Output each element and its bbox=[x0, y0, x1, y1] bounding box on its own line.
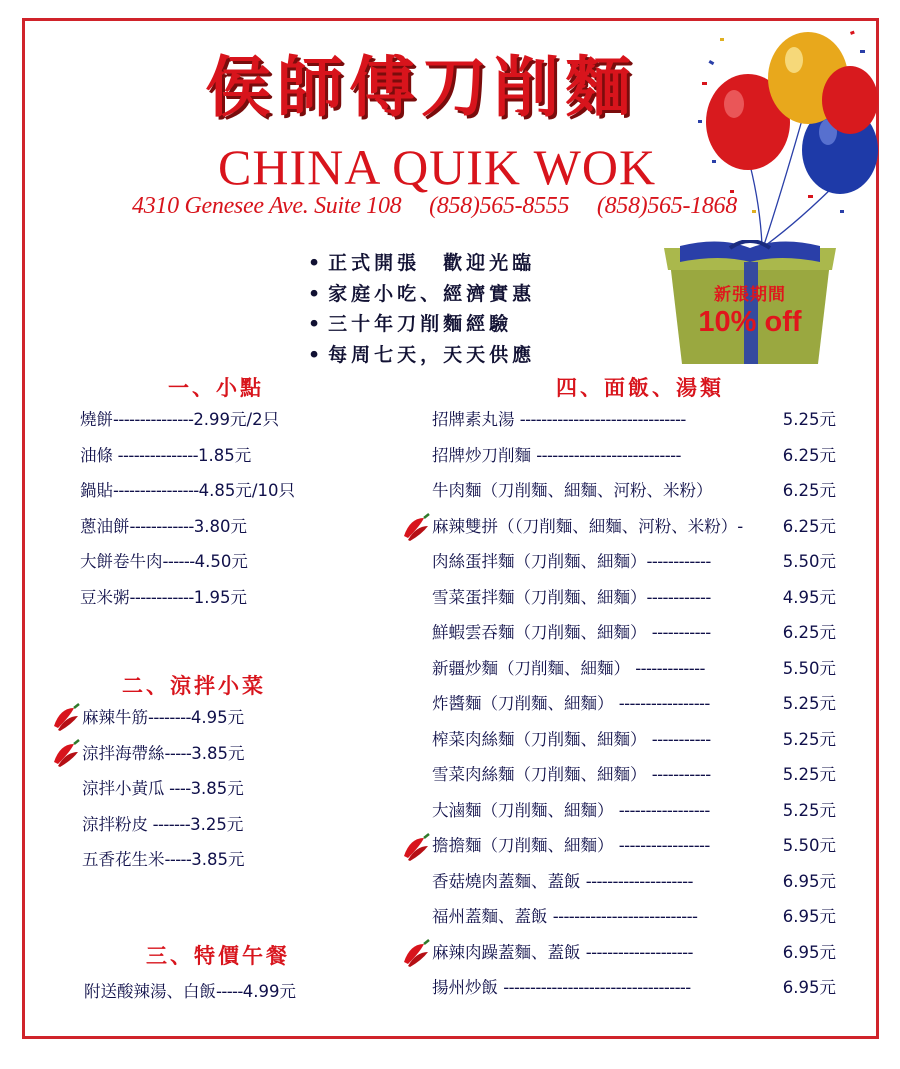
section-heading-lunch-special: 三、特價午餐 bbox=[146, 943, 290, 968]
menu-item bbox=[432, 615, 836, 651]
leader-dots: ----- bbox=[164, 850, 192, 869]
menu-item bbox=[432, 793, 836, 829]
item-name: 油條 bbox=[80, 445, 113, 465]
item-name: 牛肉麵（刀削麵、細麵、河粉、米粉） bbox=[432, 481, 713, 500]
leader-dots: --------------- bbox=[113, 445, 198, 465]
item-price: 6.95元 bbox=[782, 978, 836, 997]
leader-dots: ----------------- bbox=[618, 694, 710, 713]
menu-item bbox=[80, 402, 295, 438]
menu-item bbox=[432, 473, 836, 509]
item-price: 3.25元 bbox=[190, 814, 244, 834]
noodles-list bbox=[432, 402, 836, 1006]
gift-box-illustration bbox=[660, 240, 840, 370]
menu-item bbox=[82, 700, 245, 736]
promo-gift-box bbox=[660, 240, 840, 370]
section-heading-snacks: 一、小點 bbox=[168, 375, 264, 400]
phone-number-2: (858)565-1868 bbox=[596, 193, 737, 219]
item-name: 麻辣雙拼（（刀削麵、細麵、河粉、米粉） bbox=[432, 516, 738, 536]
leader-dots: -------------------- bbox=[585, 942, 693, 962]
menu-item bbox=[82, 842, 245, 878]
item-price: 4.99元 bbox=[242, 982, 297, 1001]
leader-dots: ----- bbox=[164, 743, 192, 763]
item-name: 大滷麵（刀削麵、細麵） bbox=[432, 800, 619, 820]
slogan-line: • 三十年刀削麵經驗 bbox=[308, 309, 535, 340]
item-name: 五香花生米 bbox=[82, 850, 165, 869]
slogan-list bbox=[308, 248, 535, 370]
item-name: 肉絲蛋拌麵（刀削麵、細麵） bbox=[432, 552, 647, 571]
leader-dots: ------------ bbox=[129, 587, 194, 607]
item-price: 5.50元 bbox=[782, 658, 836, 678]
item-name: 雪菜蛋拌麵（刀削麵、細麵） bbox=[432, 587, 647, 607]
menu-item bbox=[432, 757, 836, 793]
leader-dots: ----------- bbox=[651, 623, 711, 642]
item-name: 燒餅 bbox=[80, 410, 113, 429]
item-name: 麻辣牛筋 bbox=[82, 708, 148, 727]
restaurant-english-name: CHINA QUIK WOK bbox=[218, 139, 657, 195]
item-price: 2.99元/2只 bbox=[193, 410, 280, 429]
leader-dots: ----------------- bbox=[618, 800, 710, 820]
item-price: 1.95元 bbox=[193, 587, 247, 607]
item-name: 鮮蝦雲吞麵（刀削麵、細麵） bbox=[432, 623, 652, 642]
menu-item bbox=[80, 544, 295, 580]
item-name: 新疆炒麵（刀削麵、細麵） bbox=[432, 658, 636, 678]
item-price: 5.50元 bbox=[782, 552, 836, 571]
item-price: 6.95元 bbox=[782, 871, 836, 891]
menu-item bbox=[432, 864, 836, 900]
menu-item bbox=[432, 722, 836, 758]
item-name: 揚州炒飯 bbox=[432, 978, 504, 997]
item-price: 4.95元 bbox=[190, 708, 245, 727]
cold-dishes-list bbox=[82, 700, 245, 878]
item-price: 5.25元 bbox=[782, 694, 836, 713]
leader-dots: ---------------- bbox=[113, 481, 199, 500]
menu-item bbox=[80, 438, 295, 474]
item-price: 5.25元 bbox=[782, 410, 836, 429]
item-price: 5.25元 bbox=[782, 800, 836, 820]
item-price: 5.50元 bbox=[782, 836, 836, 855]
item-name: 蔥油餅 bbox=[80, 516, 130, 536]
item-price: 3.85元 bbox=[191, 850, 245, 869]
leader-dots: -------- bbox=[148, 708, 191, 727]
menu-item bbox=[80, 473, 295, 509]
snacks-list bbox=[80, 402, 295, 615]
item-name: 鍋貼 bbox=[80, 481, 113, 500]
item-price: 3.85元 bbox=[190, 779, 244, 798]
menu-item bbox=[432, 544, 836, 580]
menu-item bbox=[80, 509, 295, 545]
item-name: 招牌素丸湯 bbox=[432, 410, 520, 429]
item-price: 4.95元 bbox=[782, 587, 836, 607]
item-name: 大餅卷牛肉 bbox=[80, 552, 163, 571]
menu-item bbox=[432, 402, 836, 438]
leader-dots: --------------- bbox=[113, 410, 194, 429]
menu-item bbox=[432, 828, 836, 864]
leader-dots: ------ bbox=[162, 552, 195, 571]
item-name: 香菇燒肉蓋麵、蓋飯 bbox=[432, 871, 586, 891]
menu-item bbox=[82, 771, 245, 807]
leader-dots: ------------- bbox=[635, 658, 705, 678]
item-price: 6.25元 bbox=[782, 445, 836, 465]
menu-item bbox=[432, 899, 836, 935]
leader-dots: ----------- bbox=[651, 765, 711, 784]
leader-dots: -------------------- bbox=[585, 871, 693, 891]
chili-pepper-icon bbox=[400, 832, 432, 862]
item-price: 5.25元 bbox=[782, 729, 836, 749]
phone-number-1: (858)565-8555 bbox=[429, 193, 570, 219]
item-name: 麻辣肉躁蓋麵、蓋飯 bbox=[432, 942, 586, 962]
address-text: 4310 Genesee Ave. Suite 108 bbox=[132, 193, 402, 219]
leader-dots: ------------------------------- bbox=[519, 410, 686, 429]
contact-line bbox=[132, 193, 737, 220]
restaurant-chinese-name: 侯師傅刀削麵 bbox=[205, 48, 637, 126]
item-name: 雪菜肉絲麵（刀削麵、細麵） bbox=[432, 765, 652, 784]
leader-dots: ----------- bbox=[651, 729, 711, 749]
menu-item bbox=[432, 686, 836, 722]
leader-dots: ----------------------------------- bbox=[503, 978, 691, 997]
leader-dots: - bbox=[737, 516, 743, 536]
slogan-line: • 每周七天，天天供應 bbox=[308, 340, 535, 371]
item-name: 涼拌海帶絲 bbox=[82, 743, 165, 763]
item-price: 6.25元 bbox=[782, 516, 836, 536]
item-name: 福州蓋麵、蓋飯 bbox=[432, 907, 553, 926]
leader-dots: ----- bbox=[216, 982, 243, 1001]
menu-item bbox=[80, 580, 295, 616]
menu-item bbox=[432, 935, 836, 971]
item-price: 3.80元 bbox=[193, 516, 247, 536]
menu-item bbox=[82, 807, 245, 843]
item-name: 榨菜肉絲麵（刀削麵、細麵） bbox=[432, 729, 652, 749]
leader-dots: ------- bbox=[148, 814, 191, 834]
item-price: 6.95元 bbox=[782, 907, 836, 926]
item-price: 4.85元/10只 bbox=[198, 481, 295, 500]
lunch-special-list bbox=[84, 974, 296, 1010]
item-price: 5.25元 bbox=[782, 765, 836, 784]
chili-pepper-icon bbox=[400, 938, 432, 968]
item-name: 招牌炒刀削麵 bbox=[432, 445, 537, 465]
slogan-line: • 家庭小吃、經濟實惠 bbox=[308, 279, 535, 310]
item-name: 擔擔麵（刀削麵、細麵） bbox=[432, 836, 619, 855]
item-name: 附送酸辣湯、白飯 bbox=[84, 982, 216, 1001]
section-heading-cold-dishes: 二、涼拌小菜 bbox=[122, 673, 266, 698]
item-price: 4.50元 bbox=[194, 552, 248, 571]
menu-item bbox=[82, 736, 245, 772]
leader-dots: ------------ bbox=[646, 552, 711, 571]
chili-pepper-icon bbox=[400, 512, 432, 542]
menu-item bbox=[432, 970, 836, 1006]
item-price: 1.85元 bbox=[197, 445, 252, 465]
leader-dots: ---- bbox=[164, 779, 191, 798]
item-price: 6.25元 bbox=[782, 623, 836, 642]
chili-pepper-icon bbox=[50, 702, 82, 732]
menu-item bbox=[84, 974, 296, 1010]
leader-dots: --------------------------- bbox=[552, 907, 698, 926]
item-name: 豆米粥 bbox=[80, 587, 130, 607]
leader-dots: ------------ bbox=[646, 587, 711, 607]
slogan-line: • 正式開張 歡迎光臨 bbox=[308, 248, 535, 279]
section-heading-noodles-rice-soups: 四、面飯、湯類 bbox=[556, 375, 724, 400]
menu-item bbox=[432, 651, 836, 687]
menu-item bbox=[432, 580, 836, 616]
leader-dots: ------------ bbox=[129, 516, 194, 536]
promo-label: 新張期間 bbox=[714, 285, 786, 305]
item-name: 炸醬麵（刀削麵、細麵） bbox=[432, 694, 619, 713]
item-price: 3.85元 bbox=[191, 743, 245, 763]
menu-item bbox=[432, 438, 836, 474]
leader-dots: ----------------- bbox=[618, 836, 710, 855]
item-price: 6.95元 bbox=[782, 942, 836, 962]
balloons-illustration bbox=[690, 20, 880, 250]
item-name: 涼拌粉皮 bbox=[82, 814, 148, 834]
menu-item bbox=[432, 509, 836, 545]
promo-discount: 10% off bbox=[698, 306, 802, 338]
item-name: 涼拌小黃瓜 bbox=[82, 779, 165, 798]
chili-pepper-icon bbox=[50, 738, 82, 768]
item-price: 6.25元 bbox=[782, 481, 836, 500]
leader-dots: --------------------------- bbox=[536, 445, 681, 465]
